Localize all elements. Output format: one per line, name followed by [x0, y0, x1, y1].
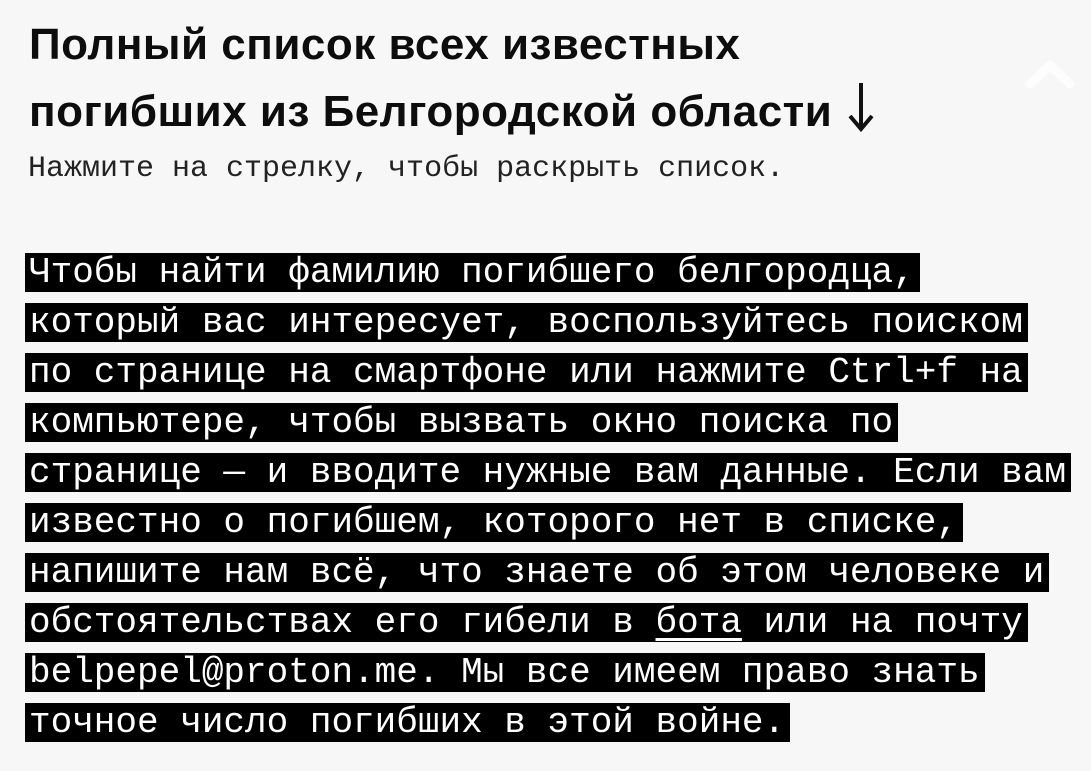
highlight-mark — [25, 653, 985, 692]
highlight-mark — [25, 253, 920, 292]
highlighted-line — [25, 403, 1091, 453]
highlighted-line — [25, 653, 1091, 703]
highlight-mark — [25, 453, 1071, 492]
line-text: который вас интересует, воспользуйтесь поиском — [29, 302, 1023, 343]
page-title — [29, 18, 1091, 139]
highlight-mark — [25, 303, 1028, 342]
highlighted-line — [25, 353, 1091, 403]
highlighted-line — [25, 603, 1091, 653]
line-text: точное число погибших в этой войне. — [29, 702, 786, 743]
line-text: компьютере, чтобы вызвать окно поиска по — [29, 402, 894, 443]
highlighted-line — [25, 303, 1091, 353]
highlighted-line — [25, 553, 1091, 603]
line-text: или на почту — [741, 602, 1023, 643]
line-text: по странице на смартфоне или нажмите Ctrl+f на — [29, 352, 1023, 393]
down-arrow-icon — [845, 96, 877, 145]
line-text: странице — и вводите нужные вам данные. Если вам — [29, 452, 1066, 493]
subtitle: Нажмите на стрелку, чтобы раскрыть список. — [28, 152, 785, 186]
highlight-mark — [25, 703, 790, 742]
intro-paragraph — [25, 253, 1091, 753]
line-text: обстоятельствах его гибели в — [29, 602, 656, 643]
expand-list-arrow-link[interactable] — [845, 81, 877, 148]
scroll-top-chevron-icon[interactable] — [1022, 58, 1078, 92]
highlighted-line — [25, 253, 1091, 303]
highlighted-line — [25, 703, 1091, 753]
highlight-mark — [25, 603, 1028, 642]
line-text: известно о погибшем, которого нет в списке, — [29, 502, 958, 543]
line-text: напишите нам всё, что знаете об этом человеке и — [29, 552, 1045, 593]
highlight-mark — [25, 403, 898, 442]
highlighted-line — [25, 453, 1091, 503]
bot-link[interactable]: бота — [655, 602, 742, 643]
title-line-2-wrap — [29, 72, 1091, 139]
line-text: belpepel@proton.me. Мы все имеем право знать — [29, 652, 980, 693]
highlight-mark — [25, 503, 963, 542]
title-line-1: Полный список всех известных — [29, 20, 741, 69]
title-line-2: погибших из Белгородской области — [29, 87, 833, 136]
highlight-mark — [25, 353, 1028, 392]
highlight-mark — [25, 553, 1049, 592]
highlighted-line — [25, 503, 1091, 553]
line-text: Чтобы найти фамилию погибшего белгородца, — [29, 252, 915, 293]
